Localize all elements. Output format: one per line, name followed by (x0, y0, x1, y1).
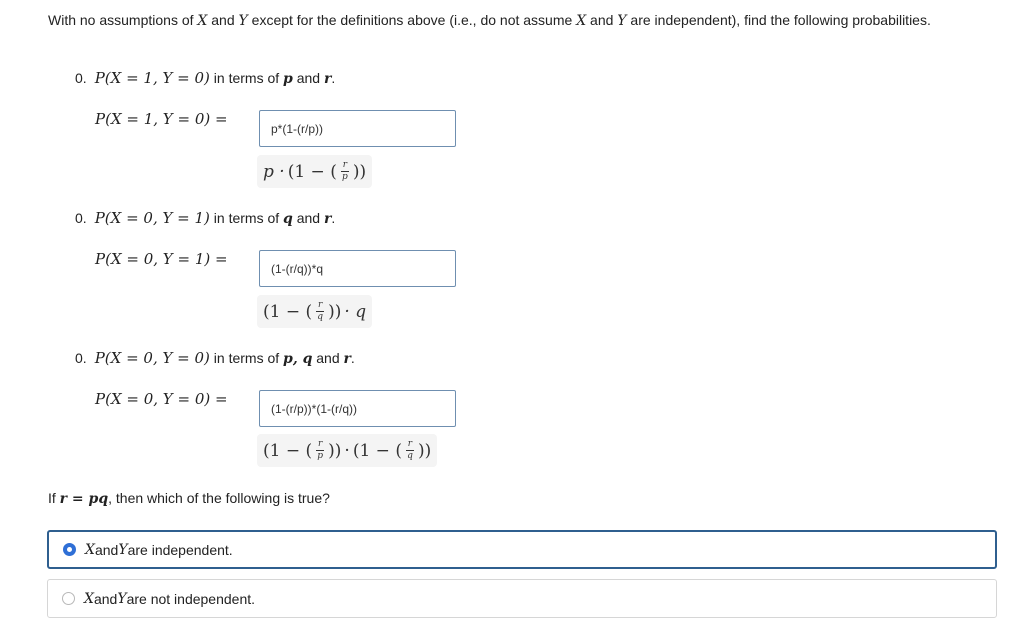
equation-label: P(X = 1, Y = 0) = (95, 110, 228, 128)
math-preview: (1 − ( $\frac{r}{p}$ )) · (1 − ( $\frac{r}{q}$ )) (257, 434, 437, 467)
answer-input[interactable]: (1-(r/p))*(1-(r/q)) (259, 390, 456, 427)
question-title: 0. P(X = 0, Y = 1) in terms of q and r. (75, 209, 336, 227)
equation-label: P(X = 0, Y = 0) = (95, 390, 228, 408)
answer-input[interactable]: p*(1-(r/p)) (259, 110, 456, 147)
choice-independent[interactable]: X and Y are independent. (47, 530, 997, 569)
math-preview: p · (1 − ( $\frac{r}{p}$ )) (257, 155, 372, 188)
condition-question: If r = pq, then which of the following is true? (48, 490, 330, 507)
instructions-text: With no assumptions of X and Y except for the definitions above (i.e., do not assume X and Y are independent), find the following probabilities. (48, 12, 931, 29)
question-title: 0. P(X = 0, Y = 0) in terms of p, q and r. (75, 349, 355, 367)
radio-unselected-icon[interactable] (62, 592, 75, 605)
math-preview: (1 − ( $\frac{r}{q}$ )) · q (257, 295, 372, 328)
equation-label: P(X = 0, Y = 1) = (95, 250, 228, 268)
choice-not-independent[interactable]: X and Y are not independent. (47, 579, 997, 618)
question-title: 0. P(X = 1, Y = 0) in terms of p and r. (75, 69, 336, 87)
answer-input[interactable]: (1-(r/q))*q (259, 250, 456, 287)
radio-selected-icon[interactable] (63, 543, 76, 556)
